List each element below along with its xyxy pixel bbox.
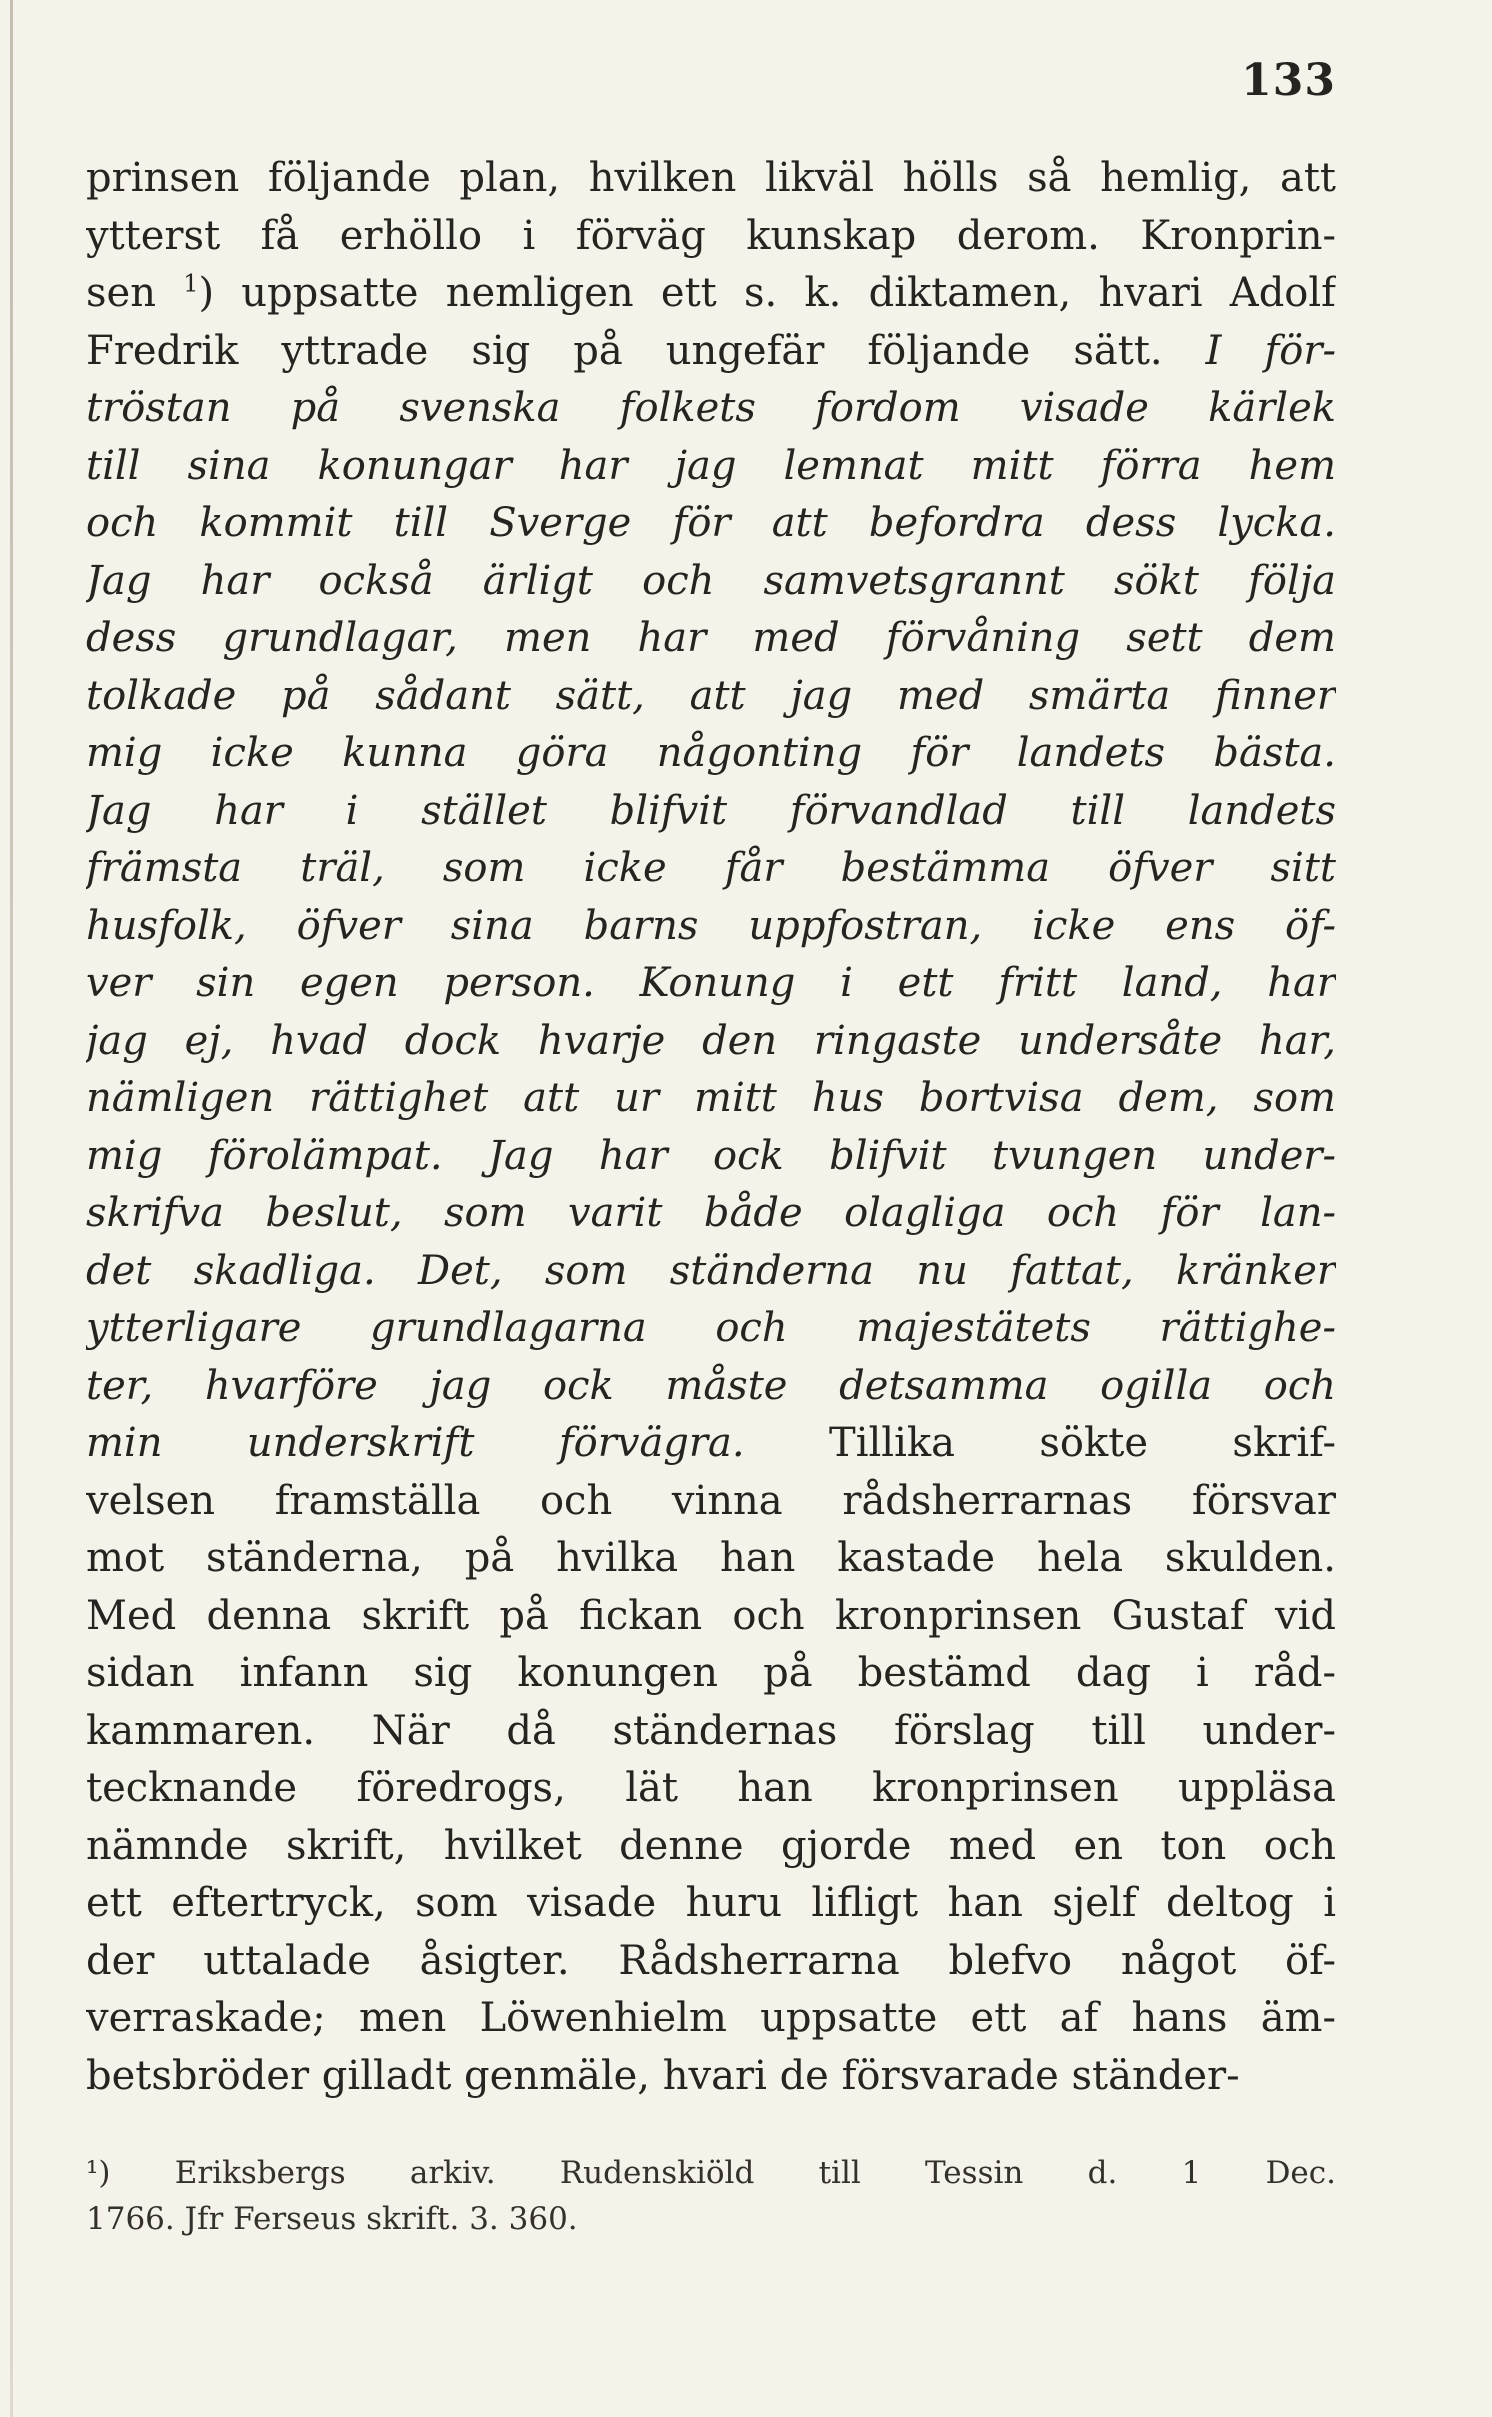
text-line (86, 1070, 1336, 1128)
italic-text: Jag har i stället blifvit förvandlad till landets (86, 787, 1336, 834)
text-line (86, 1530, 1336, 1588)
italic-text: husfolk, öfver sina barns uppfostran, icke ens öf- (86, 902, 1336, 949)
italic-text: jag ej, hvad dock hvarje den ringaste undersåte har, (86, 1017, 1336, 1064)
text-line (86, 1243, 1336, 1301)
roman-text: sidan infann sig konungen på bestämd dag i råd- (86, 1650, 1336, 1696)
roman-text: Med denna skrift på fickan och kronprinsen Gustaf vid (86, 1592, 1336, 1639)
roman-text: verraskade; men Löwenhielm uppsatte ett af hans äm- (86, 1995, 1336, 2041)
italic-text: I för- (1205, 327, 1336, 374)
text-line (86, 898, 1336, 956)
text-line (86, 380, 1336, 438)
text-line (86, 553, 1336, 611)
text-line (86, 1818, 1336, 1876)
text-line (86, 438, 1336, 496)
text-line (86, 2048, 1336, 2106)
roman-text: ytterst få erhöllo i förväg kunskap derom. Kronprin- (86, 212, 1336, 259)
text-line (86, 495, 1336, 553)
roman-text: Tillika sökte skrif- (744, 1420, 1336, 1466)
text-line (86, 1415, 1336, 1473)
text-line (86, 1185, 1336, 1243)
italic-text: dess grundlagar, men har med förvåning sett dem (86, 615, 1336, 661)
text-line (86, 1760, 1336, 1818)
text-line (86, 1875, 1336, 1933)
italic-text: Jag har också ärligt och samvetsgrannt sökt följa (86, 557, 1336, 604)
text-line (86, 783, 1336, 841)
text-line (86, 150, 1336, 208)
roman-text: mot ständerna, på hvilka han kastade hela skulden. (86, 1535, 1336, 1581)
roman-text: velsen framställa och vinna rådsherrarnas försvar (86, 1477, 1336, 1524)
italic-text: mig icke kunna göra någonting för landets bästa. (86, 730, 1336, 776)
body-text (86, 150, 1336, 2105)
text-line (86, 265, 1336, 323)
roman-text: sen (86, 270, 184, 316)
roman-text: ) uppsatte nemligen ett s. k. diktamen, hvari Adolf (198, 270, 1336, 316)
roman-text: nämnde skrift, hvilket denne gjorde med en ton och (86, 1822, 1336, 1869)
roman-text: prinsen följande plan, hvilken likväl hölls så hemlig, att (86, 155, 1336, 201)
text-line (86, 1703, 1336, 1761)
italic-text: ter, hvarföre jag ock måste detsamma ogilla och (86, 1362, 1336, 1409)
roman-text: ett eftertryck, som visade huru lifligt han sjelf deltog i (86, 1880, 1336, 1926)
italic-text: främsta träl, som icke får bestämma öfver sitt (86, 845, 1336, 891)
italic-text: tröstan på svenska folkets fordom visade kärlek (86, 385, 1336, 431)
text-line (86, 1990, 1336, 2048)
italic-text: nämligen rättighet att ur mitt hus bortvisa dem, som (86, 1075, 1336, 1121)
roman-text: Fredrik yttrade sig på ungefär följande sätt. (86, 327, 1206, 374)
roman-text: der uttalade åsigter. Rådsherrarna blefvo något öf- (86, 1937, 1336, 1984)
page-edge-shadow (10, 0, 13, 2417)
text-line (86, 323, 1336, 381)
roman-text: tecknande föredrogs, lät han kronprinsen uppläsa (86, 1765, 1336, 1811)
text-line (86, 725, 1336, 783)
italic-text: till sina konungar har jag lemnat mitt förra hem (86, 442, 1336, 489)
roman-text: kammaren. När då ständernas förslag till under- (86, 1707, 1336, 1754)
text-line (86, 208, 1336, 266)
italic-text: mig förolämpat. Jag har ock blifvit tvungen under- (86, 1132, 1336, 1179)
text-line (86, 668, 1336, 726)
italic-text: ytterligare grundlagarna och majestätets rättighe- (86, 1305, 1336, 1351)
italic-text: ver sin egen person. Konung i ett fritt land, har (86, 960, 1336, 1006)
text-line (86, 1013, 1336, 1071)
footnote-line: ¹) Eriksbergs arkiv. Rudenskiöld till Tessin d. 1 Dec. (86, 2155, 1336, 2191)
italic-text: tolkade på sådant sätt, att jag med smärta finner (86, 672, 1336, 719)
text-line (86, 840, 1336, 898)
text-line (86, 955, 1336, 1013)
footnote-marker: 1 (183, 269, 199, 298)
italic-text: och kommit till Sverge för att befordra dess lycka. (86, 500, 1336, 546)
text-line (86, 1645, 1336, 1703)
text-line (86, 1588, 1336, 1646)
text-line (86, 1358, 1336, 1416)
text-line (86, 1128, 1336, 1186)
italic-text: skrifva beslut, som varit både olagliga och för lan- (86, 1190, 1336, 1236)
text-line (86, 610, 1336, 668)
italic-text: det skadliga. Det, som ständerna nu fattat, kränker (86, 1247, 1336, 1294)
text-line (86, 1300, 1336, 1358)
footnotes (86, 2150, 1336, 2242)
footnote-line: 1766. Jfr Ferseus skrift. 3. 360. (86, 2201, 578, 2237)
text-line (86, 1933, 1336, 1991)
italic-text: min underskrift förvägra. (86, 1420, 745, 1466)
page-number: 133 (1241, 55, 1336, 106)
text-line (86, 1473, 1336, 1531)
roman-text: betsbröder gilladt genmäle, hvari de försvarade ständer- (86, 2052, 1240, 2099)
